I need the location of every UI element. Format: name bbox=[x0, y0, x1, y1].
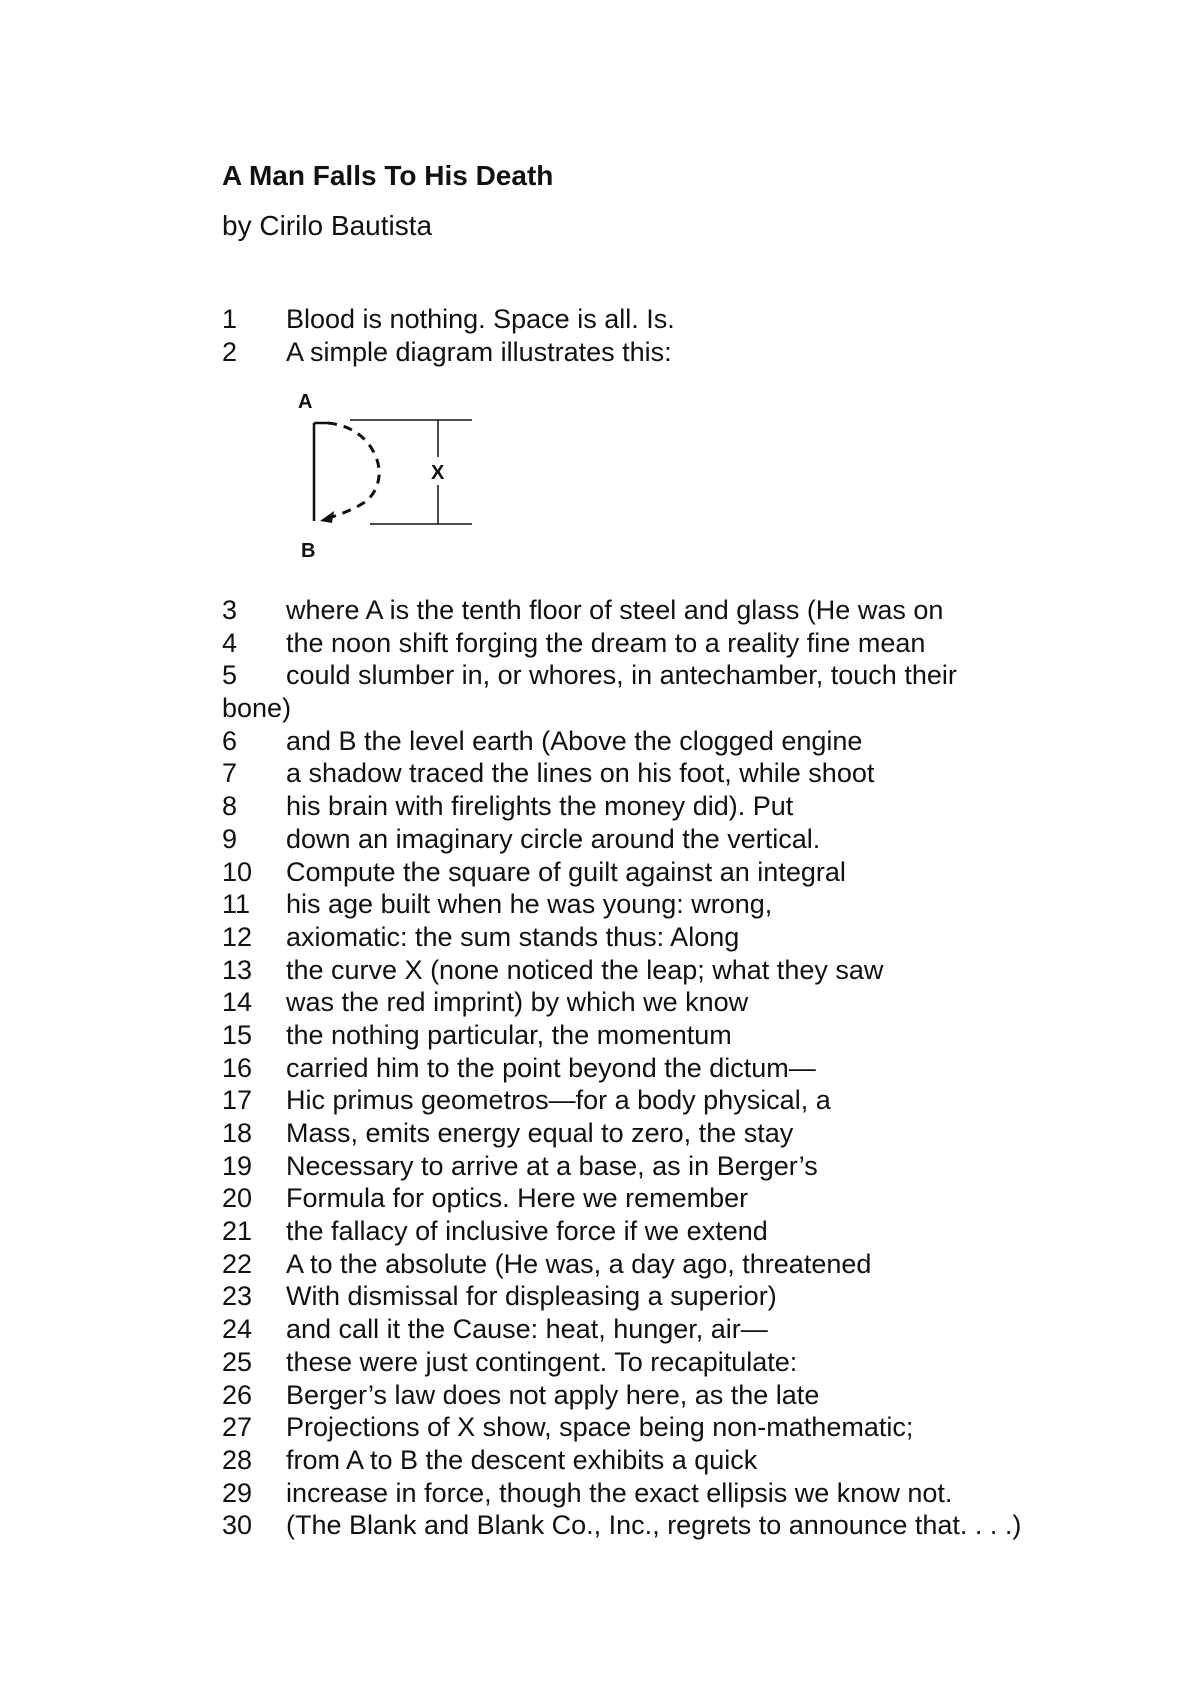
poem-line bbox=[222, 1019, 1122, 1052]
diagram-label-b: B bbox=[301, 540, 316, 562]
line-number: 14 bbox=[222, 987, 253, 1018]
poem-line bbox=[222, 627, 1122, 660]
line-text: could slumber in, or whores, in antechamber, touch their bbox=[286, 660, 957, 691]
line-text: With dismissal for displeasing a superior) bbox=[286, 1281, 777, 1312]
poem-line bbox=[222, 1150, 1122, 1183]
line-text: Compute the square of guilt against an integral bbox=[286, 856, 846, 887]
poem-line bbox=[222, 1444, 1122, 1477]
line-number: 7 bbox=[222, 758, 238, 789]
line-text: the nothing particular, the momentum bbox=[286, 1019, 732, 1050]
line-text: the curve X (none noticed the leap; what they saw bbox=[286, 954, 884, 985]
poem-line bbox=[222, 954, 1122, 987]
line-text: Hic primus geometros—for a body physical, a bbox=[286, 1085, 831, 1116]
line-text: A to the absolute (He was, a day ago, threatened bbox=[286, 1248, 872, 1279]
line-text: from A to B the descent exhibits a quick bbox=[286, 1444, 758, 1475]
line-number: 18 bbox=[222, 1118, 253, 1148]
poem-line bbox=[222, 986, 1122, 1019]
line-text: A simple diagram illustrates this: bbox=[286, 336, 672, 367]
line-text: (The Blank and Blank Co., Inc., regrets to announce that. . . .) bbox=[286, 1510, 1022, 1541]
line-number: 1 bbox=[222, 304, 238, 334]
line-text: Formula for optics. Here we remember bbox=[286, 1183, 749, 1214]
line-text: bone) bbox=[222, 693, 292, 724]
poem-line bbox=[222, 856, 1122, 889]
line-text: these were just contingent. To recapitulate: bbox=[286, 1346, 798, 1377]
poem-line bbox=[222, 1117, 1122, 1150]
line-number: 21 bbox=[222, 1216, 253, 1247]
diagram-label-a: A bbox=[298, 391, 313, 413]
diagram-arrowhead bbox=[320, 511, 334, 523]
line-text: and call it the Cause: heat, hunger, air— bbox=[286, 1314, 768, 1345]
line-number: 25 bbox=[222, 1346, 253, 1377]
poem-line bbox=[222, 1248, 1122, 1281]
line-text: his age built when he was young: wrong, bbox=[286, 889, 773, 920]
line-number: 22 bbox=[222, 1248, 253, 1279]
poem-line bbox=[222, 1477, 1122, 1510]
line-number: 11 bbox=[222, 889, 251, 920]
poem-line bbox=[222, 1509, 1122, 1542]
line-number: 24 bbox=[222, 1314, 253, 1345]
line-text: Blood is nothing. Space is all. Is. bbox=[286, 304, 675, 334]
poem-line bbox=[222, 1411, 1122, 1444]
line-number: 8 bbox=[222, 791, 238, 822]
line-number: 10 bbox=[222, 856, 253, 887]
poem-line bbox=[222, 1280, 1122, 1313]
line-number: 17 bbox=[222, 1085, 253, 1116]
poem-line bbox=[222, 1346, 1122, 1379]
line-number: 30 bbox=[222, 1510, 253, 1541]
line-number: 5 bbox=[222, 660, 238, 691]
line-number: 29 bbox=[222, 1477, 253, 1508]
line-text: carried him to the point beyond the dictum— bbox=[286, 1052, 816, 1083]
poem-line bbox=[222, 757, 1122, 790]
fall-diagram bbox=[280, 385, 490, 565]
diagram-fall-curve bbox=[326, 423, 379, 519]
poem-lines-top bbox=[222, 303, 1122, 368]
poem-title: A Man Falls To His Death bbox=[222, 160, 554, 191]
line-text: and B the level earth (Above the clogged engine bbox=[286, 725, 863, 756]
line-text: was the red imprint) by which we know bbox=[286, 987, 749, 1018]
poem-line bbox=[222, 659, 1122, 692]
line-number: 20 bbox=[222, 1183, 253, 1214]
line-text: where A is the tenth floor of steel and glass (He was on bbox=[286, 595, 944, 625]
line-number: 2 bbox=[222, 336, 238, 367]
poem-line bbox=[222, 725, 1122, 758]
line-text: increase in force, though the exact ellipsis we know not. bbox=[286, 1477, 953, 1508]
line-text: the fallacy of inclusive force if we extend bbox=[286, 1216, 768, 1247]
poem-line bbox=[222, 1215, 1122, 1248]
poem-author: by Cirilo Bautista bbox=[222, 210, 433, 241]
line-number: 9 bbox=[222, 823, 238, 854]
line-number: 16 bbox=[222, 1052, 253, 1083]
poem-line bbox=[222, 303, 1122, 336]
poem-line bbox=[222, 1052, 1122, 1085]
line-number: 6 bbox=[222, 725, 238, 756]
poem-line bbox=[222, 921, 1122, 954]
line-text: a shadow traced the lines on his foot, while shoot bbox=[286, 758, 875, 789]
line-number: 23 bbox=[222, 1281, 253, 1312]
line-number: 12 bbox=[222, 921, 253, 952]
poem-line bbox=[222, 594, 1122, 627]
line-text: Projections of X show, space being non-mathematic; bbox=[286, 1412, 914, 1443]
line-number: 28 bbox=[222, 1444, 253, 1475]
line-number: 19 bbox=[222, 1150, 253, 1181]
line-text: down an imaginary circle around the vertical. bbox=[286, 823, 821, 854]
poem-line bbox=[222, 823, 1122, 856]
line-number: 15 bbox=[222, 1019, 253, 1050]
diagram-label-x: X bbox=[431, 462, 445, 484]
line-text: the noon shift forging the dream to a reality fine mean bbox=[286, 627, 926, 658]
line-number: 26 bbox=[222, 1379, 253, 1410]
line-number: 4 bbox=[222, 627, 238, 658]
line-number: 27 bbox=[222, 1412, 253, 1443]
poem-line bbox=[222, 790, 1122, 823]
poem-line bbox=[222, 1182, 1122, 1215]
poem-line bbox=[222, 336, 1122, 369]
line-number: 3 bbox=[222, 595, 238, 625]
poem-line-continuation bbox=[222, 692, 1122, 725]
poem-line bbox=[222, 1379, 1122, 1412]
poem-line bbox=[222, 1084, 1122, 1117]
poem-line bbox=[222, 888, 1122, 921]
poem-lines-main bbox=[222, 594, 1122, 1542]
poem-line bbox=[222, 1313, 1122, 1346]
line-text: Necessary to arrive at a base, as in Berger’s bbox=[286, 1150, 818, 1181]
line-text: axiomatic: the sum stands thus: Along bbox=[286, 921, 740, 952]
line-text: Mass, emits energy equal to zero, the stay bbox=[286, 1118, 794, 1148]
line-number: 13 bbox=[222, 954, 253, 985]
line-text: his brain with firelights the money did). Put bbox=[286, 791, 794, 822]
line-text: Berger’s law does not apply here, as the late bbox=[286, 1379, 820, 1410]
